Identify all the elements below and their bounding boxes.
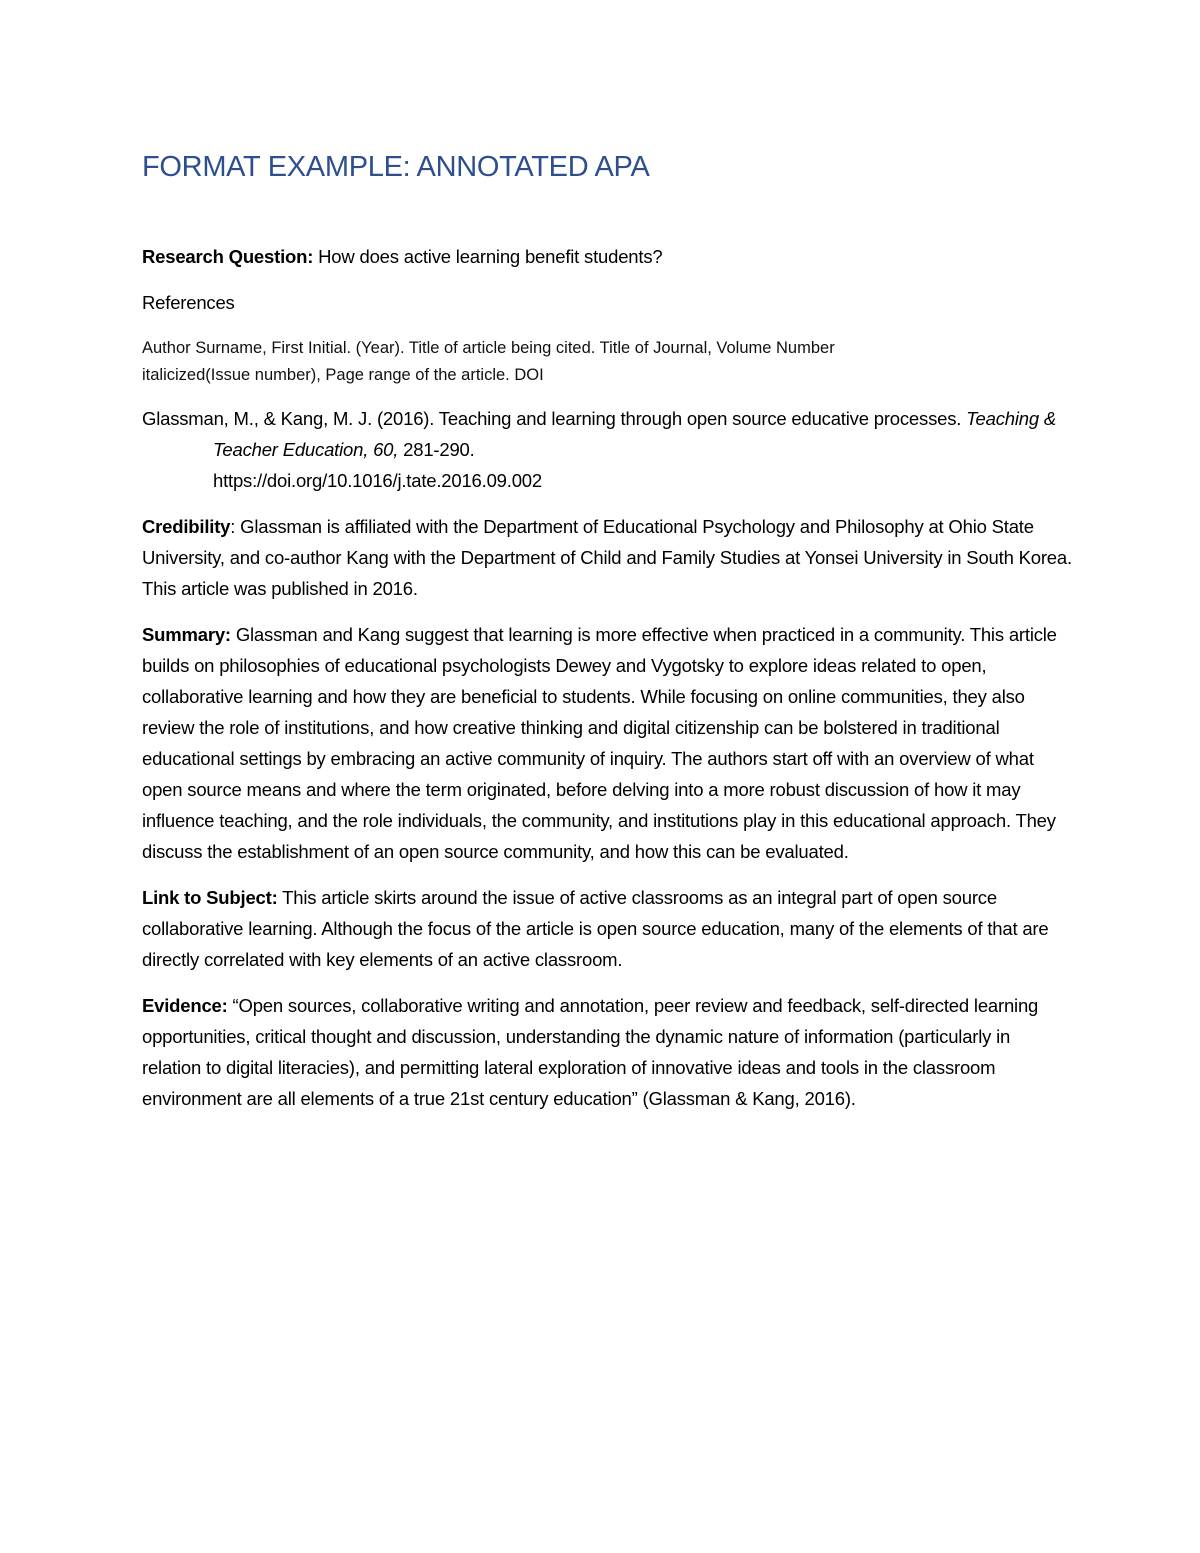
summary-label: Summary: xyxy=(142,623,231,645)
apa-citation xyxy=(142,403,1072,496)
references-heading: References xyxy=(142,291,235,313)
page-title: FORMAT EXAMPLE: ANNOTATED APA xyxy=(142,151,650,183)
summary-section xyxy=(142,619,1072,867)
credibility-label: Credibility xyxy=(142,515,231,537)
citation-template-line2: italicized(Issue number), Page range of the article. DOI xyxy=(142,365,544,384)
credibility-text: : Glassman is affiliated with the Department of Educational Psychology and Philosophy at Ohio State University, and co-author Kang with the Department of Child and Family Studies at Yonsei University in South Korea. This article was published in 2016. xyxy=(142,515,1072,599)
citation-template-line1: Author Surname, First Initial. (Year). Title of article being cited. Title of Journal, Volume Number xyxy=(142,338,835,357)
link-to-subject-text: This article skirts around the issue of active classrooms as an integral part of open source collaborative learning. Although the focus of the article is open source education, many of the elements of that are directly correlated with key elements of an active classroom. xyxy=(142,886,1049,970)
credibility-section xyxy=(142,511,1072,604)
document-content xyxy=(142,150,1072,1129)
research-question xyxy=(142,241,1072,272)
citation-authors-title: Glassman, M., & Kang, M. J. (2016). Teaching and learning through open source educative processes. xyxy=(142,407,967,429)
link-to-subject-label: Link to Subject: xyxy=(142,886,278,908)
evidence-label: Evidence: xyxy=(142,994,228,1016)
research-question-text: How does active learning benefit students? xyxy=(313,245,663,267)
evidence-section xyxy=(142,990,1072,1114)
citation-journal: Teaching & Teacher Education, 60, xyxy=(213,407,1057,460)
link-to-subject-section xyxy=(142,882,1072,975)
citation-doi: https://doi.org/10.1016/j.tate.2016.09.002 xyxy=(213,469,542,491)
summary-text: Glassman and Kang suggest that learning is more effective when practiced in a community. This article builds on philosophies of educational psychologists Dewey and Vygotsky to explore ideas related to open, collaborative learning and how they are beneficial to students. While focusing on online communities, they also review the role of institutions, and how creative thinking and digital citizenship can be bolstered in traditional educational settings by embracing an active community of inquiry. The authors start off with an overview of what open source means and where the term originated, before delving into a more robust discussion of how it may influence teaching, and the role individuals, the community, and institutions play in this educational approach. They discuss the establishment of an open source community, and how this can be evaluated. xyxy=(142,623,1057,862)
citation-template xyxy=(142,335,1072,389)
research-question-label: Research Question: xyxy=(142,245,314,267)
citation-pages: 281-290. xyxy=(398,438,475,460)
evidence-text: “Open sources, collaborative writing and annotation, peer review and feedback, self-directed learning opportunities, critical thought and discussion, understanding the dynamic nature of information (particularly in relation to digital literacies), and permitting lateral exploration of innovative ideas and tools in the classroom environment are all elements of a true 21st century education” (Glassman & Kang, 2016). xyxy=(142,994,1039,1109)
